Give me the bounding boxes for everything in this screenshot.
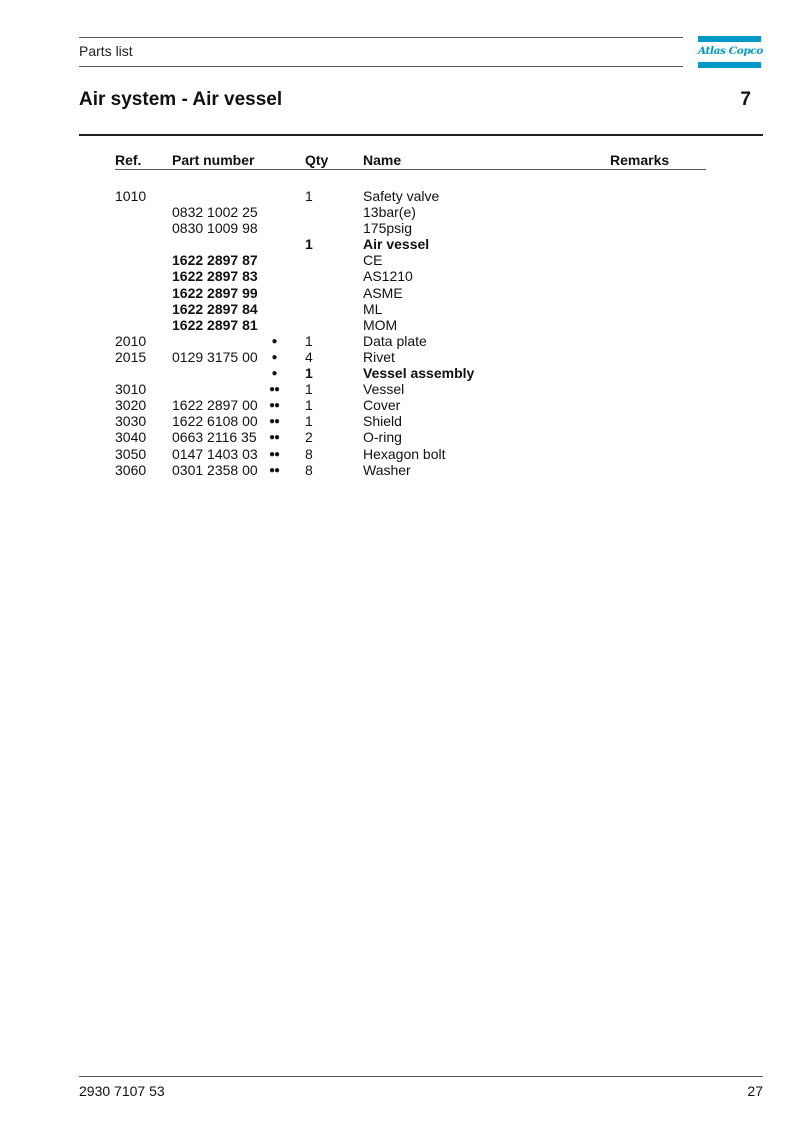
row-part-number: 1622 2897 87 xyxy=(172,252,258,269)
row-name: Air vessel xyxy=(363,236,430,253)
row-part-number: 1622 2897 81 xyxy=(172,316,258,333)
table-row xyxy=(0,349,800,365)
row-name: Rivet xyxy=(363,348,395,365)
row-level-marker: ●● xyxy=(268,432,280,444)
table-row xyxy=(0,236,800,252)
table-row xyxy=(0,188,800,204)
table-row xyxy=(0,462,800,478)
col-header-ref: Ref. xyxy=(115,152,142,168)
row-part-number: 0830 1009 98 xyxy=(172,220,258,237)
row-name: Cover xyxy=(363,397,401,414)
row-qty: 1 xyxy=(305,332,313,349)
row-part-number: 0129 3175 00 xyxy=(172,348,258,365)
row-name: ASME xyxy=(363,284,403,301)
header-label: Parts list xyxy=(79,43,133,59)
row-part-number: 0147 1403 03 xyxy=(172,445,258,462)
row-level-marker: ● xyxy=(271,368,277,380)
col-header-qty: Qty xyxy=(305,152,329,168)
row-level-marker: ●● xyxy=(268,416,280,428)
table-row xyxy=(0,333,800,349)
table-row xyxy=(0,413,800,429)
row-ref: 3030 xyxy=(115,413,147,430)
table-row xyxy=(0,268,800,284)
row-qty: 1 xyxy=(305,365,313,382)
row-part-number: 1622 6108 00 xyxy=(172,413,258,430)
row-name: Shield xyxy=(363,413,402,430)
row-name: AS1210 xyxy=(363,268,413,285)
document-number: 2930 7107 53 xyxy=(79,1083,165,1099)
parts-table-header xyxy=(0,152,800,170)
table-row xyxy=(0,285,800,301)
row-level-marker: ●● xyxy=(268,464,280,476)
row-level-marker: ●● xyxy=(268,448,280,460)
table-row xyxy=(0,429,800,445)
row-ref: 2015 xyxy=(115,348,147,365)
row-qty: 4 xyxy=(305,348,313,365)
table-row xyxy=(0,301,800,317)
row-qty: 1 xyxy=(305,188,313,204)
page-title: Air system - Air vessel xyxy=(79,89,283,110)
row-part-number: 1622 2897 99 xyxy=(172,284,258,301)
page-number: 27 xyxy=(747,1083,763,1099)
row-qty: 2 xyxy=(305,429,313,446)
col-header-remarks: Remarks xyxy=(610,152,670,168)
brand-logo xyxy=(698,36,761,68)
title-rule xyxy=(79,134,763,136)
row-name: Vessel assembly xyxy=(363,365,475,382)
row-part-number: 0301 2358 00 xyxy=(172,461,258,478)
row-part-number: 0832 1002 25 xyxy=(172,204,258,221)
row-qty: 1 xyxy=(305,381,313,398)
table-header-rule xyxy=(115,169,706,170)
row-name: Safety valve xyxy=(363,188,440,204)
row-part-number: 0663 2116 35 xyxy=(172,429,257,446)
row-qty: 1 xyxy=(305,397,313,414)
section-number: 7 xyxy=(740,89,751,110)
table-row xyxy=(0,252,800,268)
row-level-marker: ● xyxy=(271,351,277,363)
row-name: O-ring xyxy=(363,429,402,446)
row-ref: 3010 xyxy=(115,381,147,398)
row-part-number: 1622 2897 83 xyxy=(172,268,258,285)
row-qty: 8 xyxy=(305,461,313,478)
row-name: 175psig xyxy=(363,220,413,237)
row-name: Data plate xyxy=(363,332,427,349)
table-row xyxy=(0,220,800,236)
footer-rule xyxy=(79,1076,763,1077)
row-level-marker: ● xyxy=(271,335,277,347)
col-header-name: Name xyxy=(363,152,402,168)
table-row xyxy=(0,317,800,333)
row-ref: 3020 xyxy=(115,397,147,414)
row-name: MOM xyxy=(363,316,398,333)
row-ref: 3060 xyxy=(115,461,147,478)
header-bottom-rule xyxy=(79,66,683,67)
table-row xyxy=(0,204,800,220)
row-qty: 8 xyxy=(305,445,313,462)
row-name: CE xyxy=(363,252,383,269)
row-ref: 2010 xyxy=(115,332,147,349)
table-row xyxy=(0,381,800,397)
col-header-part-number: Part number xyxy=(172,152,255,168)
row-name: ML xyxy=(363,300,383,317)
row-part-number: 1622 2897 84 xyxy=(172,300,258,317)
row-level-marker: ●● xyxy=(268,400,280,412)
row-name: Hexagon bolt xyxy=(363,445,446,462)
table-row xyxy=(0,397,800,413)
table-row xyxy=(0,446,800,462)
row-ref: 3040 xyxy=(115,429,147,446)
header-top-rule xyxy=(79,37,683,38)
parts-table-body xyxy=(0,188,800,478)
table-row xyxy=(0,365,800,381)
row-ref: 3050 xyxy=(115,445,147,462)
row-ref: 1010 xyxy=(115,188,147,204)
row-qty: 1 xyxy=(305,236,313,253)
row-name: 13bar(e) xyxy=(363,204,416,221)
brand-logo-text: Atlas Copco xyxy=(698,45,763,57)
row-part-number: 1622 2897 00 xyxy=(172,397,258,414)
row-level-marker: ●● xyxy=(268,384,280,396)
row-qty: 1 xyxy=(305,413,313,430)
row-name: Washer xyxy=(363,461,411,478)
row-name: Vessel xyxy=(363,381,405,398)
